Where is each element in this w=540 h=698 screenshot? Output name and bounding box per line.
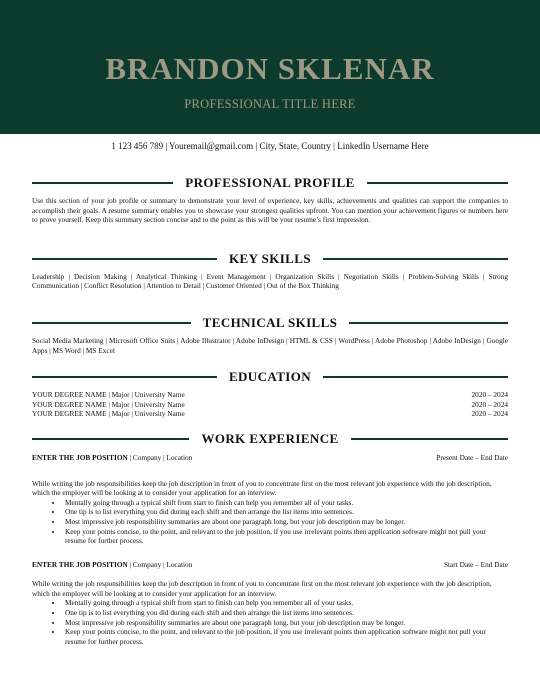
education-row — [32, 390, 508, 400]
divider-right — [323, 376, 508, 378]
job-header — [32, 560, 508, 570]
degree-dates: 2020 – 2024 — [471, 409, 508, 419]
list-item: • Mentally going through a typical shift from start to finish can help you remember all of your tasks. — [63, 498, 508, 508]
divider-right — [351, 438, 508, 440]
section-title: WORK EXPERIENCE — [201, 430, 339, 446]
list-item: • One tip is to list everything you did during each shift and then arrange the list items into sentences. — [63, 507, 508, 517]
resume-header — [0, 0, 540, 134]
education-list — [0, 390, 540, 419]
contact-line: 1 123 456 789 | Youremail@gmail.com | City, State, Country | LinkedIn Username Here — [111, 141, 429, 151]
section-heading-technical-skills — [32, 316, 508, 330]
divider-right — [323, 258, 508, 260]
job-company-location: | Company | Location — [127, 559, 193, 569]
section-title: KEY SKILLS — [229, 250, 311, 266]
degree-info: YOUR DEGREE NAME | Major | University Name — [32, 399, 185, 409]
section-title: EDUCATION — [228, 369, 312, 385]
section-title: PROFESSIONAL PROFILE — [185, 175, 355, 190]
list-item: • Mentally going through a typical shift from start to finish can help you remember all of your tasks. — [63, 598, 508, 608]
job-description: While writing the job responsibilities keep the job description in front of you to concentrate first on the most relevant job experience with the job description, which the employer will be looking at to consider your application for an interview. — [32, 478, 492, 498]
education-row — [32, 400, 508, 410]
degree-dates: 2020 – 2024 — [471, 399, 508, 409]
divider-right — [349, 322, 508, 324]
divider-left — [32, 182, 173, 184]
divider-left — [32, 258, 217, 260]
professional-title: PROFESSIONAL TITLE HERE — [184, 97, 356, 111]
list-item: • Keep your points concise, to the point, and relevant to the job position, if you use irrelevant points then application software might not pull your resume for further process. — [63, 527, 508, 546]
list-item: • One tip is to list everything you did during each shift and then arrange the list items into sentences. — [63, 608, 508, 618]
section-heading-work-experience — [32, 432, 508, 446]
job-position: ENTER THE JOB POSITION — [32, 559, 128, 569]
job-title-line — [32, 560, 192, 570]
job-responsibilities — [0, 498, 540, 546]
section-heading-key-skills — [32, 252, 508, 266]
section-title: TECHNICAL SKILLS — [202, 314, 338, 330]
job-position: ENTER THE JOB POSITION — [32, 452, 128, 462]
degree-dates: 2020 – 2024 — [471, 390, 508, 400]
divider-left — [32, 438, 189, 440]
section-heading-education — [32, 370, 508, 384]
divider-right — [367, 182, 508, 184]
divider-left — [32, 376, 217, 378]
job-title-line — [32, 453, 192, 463]
list-item: • Keep your points concise, to the point, and relevant to the job position, if you use irrelevant points then application software might not pull your resume for further process. — [63, 627, 508, 646]
job-header — [32, 453, 508, 463]
job-dates: Start Date – End Date — [443, 559, 508, 569]
degree-info: YOUR DEGREE NAME | Major | University Name — [32, 390, 185, 400]
job-company-location: | Company | Location — [127, 452, 193, 462]
key-skills-list: Leadership | Decision Making | Analytical Thinking | Event Management | Organization Skills | Negotiation Skills | Problem-Solving Skills | Strong Communication | Conflict Resolution | Attention to Detail | Customer Oriented | Out of the Box Thinking — [32, 271, 508, 291]
education-row — [32, 409, 508, 419]
degree-info: YOUR DEGREE NAME | Major | University Name — [32, 409, 185, 419]
profile-summary: Use this section of your job profile or summary to demonstrate your level of experience, key skills, achievements and qualities can support the companies to accomplish their goals. A resume summary enables you to showcase your strongest qualities upfront. You can mention your achievement figures or numbers here to prove yourself. Keep this summary section concise and to the point as this will be your resume’s first impression. — [32, 196, 508, 225]
job-responsibilities — [0, 598, 540, 646]
job-dates: Present Date – End Date — [436, 452, 508, 462]
list-item: • Most impressive job responsibility summaries are about one paragraph long, but your job description may be longer. — [63, 618, 508, 628]
section-heading-profile — [32, 176, 508, 190]
candidate-name: BRANDON SKLENAR — [105, 51, 435, 86]
list-item: • Most impressive job responsibility summaries are about one paragraph long, but your job description may be longer. — [63, 517, 508, 527]
technical-skills-list: Social Media Marketing | Microsoft Office Suits | Adobe Illustrator | Adobe InDesign | HTML & CSS | WordPress | Adobe Photoshop | Adobe InDesign | Google Apps | MS Word | MS Excel — [32, 335, 508, 355]
job-description: While writing the job responsibilities keep the job description in front of you to concentrate first on the most relevant job experience with the job description, which the employer will be looking at to consider your application for an interview. — [32, 579, 492, 598]
divider-left — [32, 322, 191, 324]
